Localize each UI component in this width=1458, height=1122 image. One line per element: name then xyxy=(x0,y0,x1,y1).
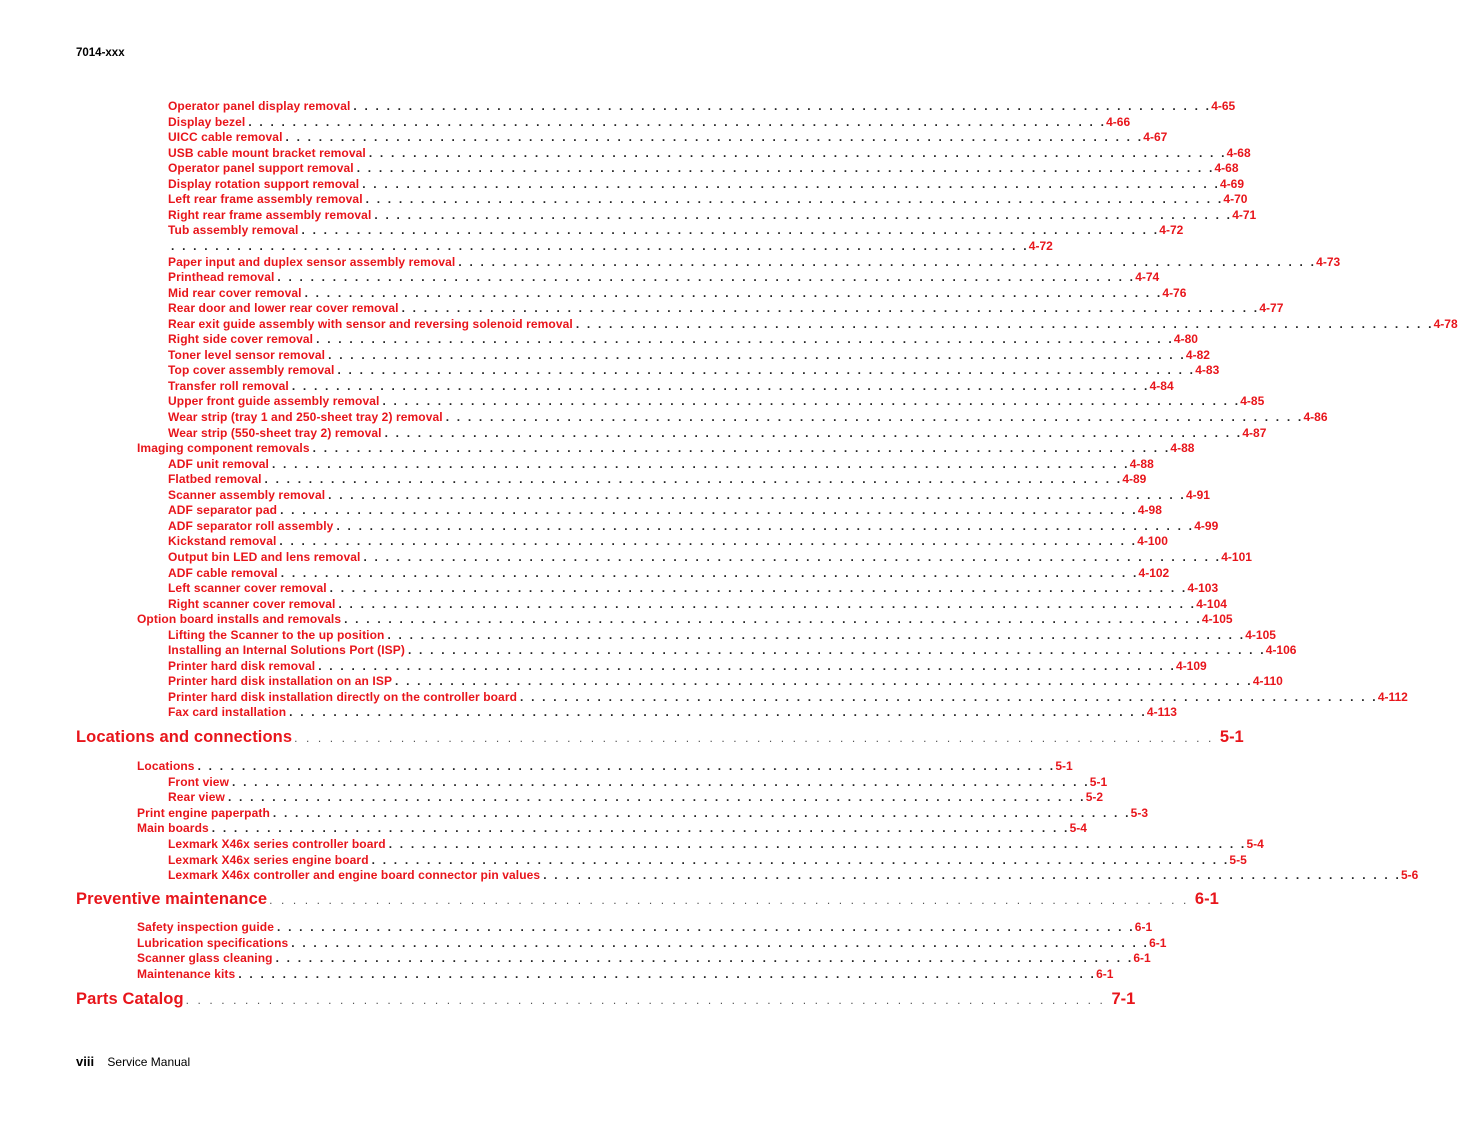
toc-entry-title: Locations xyxy=(137,759,195,773)
toc-entry-page: 4-89 xyxy=(1122,472,1147,487)
toc-dot-leader: . . . . . . . . . . . . . . . . . . . . . . . . . . . . . . . . . . . . . . . . . . . . . . . . . . . . . . . . . . . . . . . . . . . . . . . . . . . . . . xyxy=(328,487,1186,502)
toc-entry-page: 5-5 xyxy=(1229,852,1247,867)
toc-entry[interactable] xyxy=(168,837,1264,853)
toc-dot-leader: . . . . . . . . . . . . . . . . . . . . . . . . . . . . . . . . . . . . . . . . . . . . . . . . . . . . . . . . . . . . . . . . . . . . . . . . . . . . . . xyxy=(575,316,1434,331)
toc-entry-page: 4-72 xyxy=(1028,238,1053,253)
toc-entry-page: 4-82 xyxy=(1185,347,1210,362)
toc-entry[interactable] xyxy=(168,270,1160,286)
toc-entry-page: 4-109 xyxy=(1176,658,1207,673)
toc-dot-leader: . . . . . . . . . . . . . . . . . . . . . . . . . . . . . . . . . . . . . . . . . . . . . . . . . . . . . . . . . . . . . . . . . . . . . . . . . . . . . . xyxy=(275,951,1134,965)
toc-entry-title: ADF separator roll assembly xyxy=(168,518,334,533)
toc-entry-page: 4-106 xyxy=(1265,643,1297,658)
toc-entry[interactable] xyxy=(168,145,1251,162)
toc-entry-page: 4-105 xyxy=(1201,612,1233,627)
toc-entry[interactable] xyxy=(137,935,1167,952)
toc-entry-page: 4-101 xyxy=(1221,549,1252,564)
toc-entry-page: 4-100 xyxy=(1137,534,1168,549)
toc-entry-page: 4-88 xyxy=(1170,441,1195,456)
toc-entry[interactable] xyxy=(137,966,1114,983)
toc-entry[interactable] xyxy=(168,114,1131,131)
toc-entry-title: Mid rear cover removal xyxy=(168,285,302,300)
toc-dot-leader: . . . . . . . . . . . . . . . . . . . . . . . . . . . . . . . . . . . . . . . . . . . . . . . . . . . . . . . . . . . . . . . . . . . . . . . . . . . . . . xyxy=(277,270,1136,285)
toc-dot-leader: . . . . . . . . . . . . . . . . . . . . . . . . . . . . . . . . . . . . . . . . . . . . . . . . . . . . . . . . . . . . . . . . . . . . . . . . . . . . . . xyxy=(285,130,1144,145)
toc-dot-leader: . . . . . . . . . . . . . . . . . . . . . . . . . . . . . . . . . . . . . . . . . . . . . . . . . . . . . . . . . . . . . . . . . . . . . . . . . . . . . . xyxy=(227,790,1086,805)
toc-entry-page: 4-68 xyxy=(1226,145,1251,160)
toc-entry-page: 4-98 xyxy=(1137,503,1162,518)
footer-manual-title: Service Manual xyxy=(107,1055,191,1069)
toc-dot-leader: . . . . . . . . . . . . . . . . . . . . . . . . . . . . . . . . . . . . . . . . . . . . . . . . . . . . . . . . . . . . . . . . . . . . . . . . . . . . . . xyxy=(301,223,1160,238)
toc-entry-title: Scanner assembly removal xyxy=(168,487,326,502)
toc-dot-leader: . . . . . . . . . . . . . . . . . . . . . . . . . . . . . . . . . . . . . . . . . . . . . . . . . . . . . . . . . . . . . . . . . . . . . . . . . . . . . . xyxy=(271,456,1130,471)
toc-entry[interactable] xyxy=(137,920,1153,936)
toc-entry-title: Transfer roll removal xyxy=(168,378,289,393)
toc-entry-page: 4-76 xyxy=(1162,285,1187,300)
toc-entry[interactable] xyxy=(168,332,1198,348)
toc-entry-title: Rear door and lower rear cover removal xyxy=(168,301,399,316)
toc-entry[interactable] xyxy=(168,487,1210,504)
toc-entry-title: Right scanner cover removal xyxy=(168,596,336,611)
toc-entry[interactable] xyxy=(137,612,1233,628)
toc-entry[interactable] xyxy=(168,643,1297,659)
toc-entry-title: Paper input and duplex sensor assembly removal xyxy=(168,254,456,269)
toc-entry[interactable] xyxy=(168,472,1147,488)
toc-entry-title: Left rear frame assembly removal xyxy=(168,192,363,207)
toc-entry-page: 7-1 xyxy=(1111,990,1136,1008)
toc-entry[interactable] xyxy=(168,176,1245,193)
toc-dot-leader: . . . . . . . . . . . . . . . . . . . . . . . . . . . . . . . . . . . . . . . . . . . . . . . . . . . . . . . . . . . . . . . . . . . . . . . . . . . . . . xyxy=(279,534,1138,549)
toc-entry-page: 4-67 xyxy=(1143,130,1168,145)
toc-entry-title: Preventive maintenance xyxy=(76,890,268,908)
toc-chapter-entry[interactable] xyxy=(76,890,1219,914)
toc-entry-title: Print engine paperpath xyxy=(137,805,270,820)
toc-dot-leader: . . . . . . . . . . . . . . . . . . . . . . . . . . . . . . . . . . . . . . . . . . . . . . . . . . . . . . . . . . . . . . . . . . . . . . . . . . . . . . xyxy=(520,689,1378,704)
toc-entry-title: ADF unit removal xyxy=(168,456,269,471)
toc-entry-title: Tub assembly removal xyxy=(168,223,299,238)
toc-entry[interactable] xyxy=(168,790,1104,806)
toc-entry-title: ADF cable removal xyxy=(168,565,278,580)
toc-entry-title: Locations and connections xyxy=(76,728,293,746)
toc-entry-page: 4-91 xyxy=(1185,487,1210,502)
toc-dot-leader: . . . . . . . . . . . . . . . . . . . . . . . . . . . . . . . . . . . . . . . . . . . . . . . . . . . . . . . . . . . . . . . . . . . . . . . . . . . . . . xyxy=(238,966,1097,981)
toc-entry-page: 4-103 xyxy=(1187,581,1219,596)
toc-entry[interactable] xyxy=(168,565,1170,582)
toc-dot-leader: . . . . . . . . . . . . . . . . . . . . . . . . . . . . . . . . . . . . . . . . . . . . . . . . . . . . . . . . . . . . . . . . . . . . . . . . . . . . . . xyxy=(344,612,1202,627)
toc-entry[interactable] xyxy=(168,456,1154,473)
toc-entry-title: Toner level sensor removal xyxy=(168,347,326,362)
toc-entry[interactable] xyxy=(168,425,1267,442)
toc-entry[interactable] xyxy=(168,549,1252,566)
toc-entry-page: 4-99 xyxy=(1194,518,1219,533)
toc-entry-page: 4-83 xyxy=(1195,363,1220,378)
toc-entry[interactable] xyxy=(168,223,1184,239)
toc-entry[interactable] xyxy=(168,285,1187,302)
toc-entry[interactable] xyxy=(168,347,1210,364)
toc-entry[interactable] xyxy=(168,378,1174,395)
toc-entry[interactable] xyxy=(168,627,1276,644)
toc-chapter-entry[interactable] xyxy=(76,728,1244,752)
toc-entry-title: Output bin LED and lens removal xyxy=(168,549,361,564)
toc-entry-page: 4-72 xyxy=(1159,223,1184,238)
toc-entry-page: 5-1 xyxy=(1089,774,1108,789)
toc-dot-leader: . . . . . . . . . . . . . . . . . . . . . . . . . . . . . . . . . . . . . . . . . . . . . . . . . . . . . . . . . . . . . . . . . . . . . . . . . . . . . . xyxy=(368,145,1227,160)
toc-dot-leader: . . . . . . . . . . . . . . . . . . . . . . . . . . . . . . . . . . . . . . . . . . . . . . . . . . . . . . . . . . . . . . . . . . . . . . . . . . . . . . xyxy=(338,596,1197,611)
toc-entry-page: 6-1 xyxy=(1149,935,1167,950)
toc-entry[interactable] xyxy=(137,951,1151,967)
toc-dot-leader: . . . . . . . . . . . . . . . . . . . . . . . . . . . . . . . . . . . . . . . . . . . . . . . . . . . . . . . . . . . . . . . . . . . . . . . . . . . . . . xyxy=(384,425,1243,440)
toc-entry[interactable] xyxy=(168,301,1284,317)
toc-dot-leader: . . . . . . . . . . . . . . . . . . . . . . . . . . . . . . . . . . . . . . . . . . . . . . . . . . . . . . . . . . . . . . . . . . . . . . . . . . . . . . xyxy=(211,821,1070,836)
toc-entry-title: Rear view xyxy=(168,790,225,805)
toc-dot-leader: . . . . . . . . . . . . . . . . . . . . . . . . . . . . . . . . . . . . . . . . . . . . . . . . . . . . . . . . . . . . . . . . . . . . . . . . . . . . . . xyxy=(329,581,1188,596)
toc-entry-title: Maintenance kits xyxy=(137,966,236,981)
toc-dot-leader: . . . . . . . . . . . . . . . . . . . . . . . . . . . . . . . . . . . . . . . . . . . . . . . . . . . . . . . . . . . . . . . . . . . . . . . . . . . . . . xyxy=(185,993,1106,1007)
toc-dot-leader: . . . . . . . . . . . . . . . . . . . . . . . . . . . . . . . . . . . . . . . . . . . . . . . . . . . . . . . . . . . . . . . . . . . . . . . . . . . . . . xyxy=(382,394,1241,409)
toc-entry-title: Option board installs and removals xyxy=(137,612,342,627)
toc-entry-page: 4-110 xyxy=(1252,674,1283,689)
footer-page-number: viii xyxy=(76,1054,95,1069)
toc-dot-leader: . . . . . . . . . . . . . . . . . . . . . . . . . . . . . . . . . . . . . . . . . . . . . . . . . . . . . . . . . . . . . . . . . . . . . . . . . . . . . . xyxy=(395,674,1253,689)
toc-dot-leader: . . . . . . . . . . . . . . . . . . . . . . . . . . . . . . . . . . . . . . . . . . . . . . . . . . . . . . . . . . . . . . . . . . . . . . . . . . . . . . xyxy=(272,805,1131,820)
toc-entry-page: 4-73 xyxy=(1316,254,1341,269)
toc-entry-page: 4-84 xyxy=(1149,378,1174,393)
toc-entry-page: 4-78 xyxy=(1433,316,1458,331)
toc-entry-title: Parts Catalog xyxy=(76,990,184,1008)
toc-entry-title: ADF separator pad xyxy=(168,503,278,518)
toc-entry[interactable] xyxy=(168,410,1328,426)
toc-entry-title: Lexmark X46x series controller board xyxy=(168,837,386,851)
toc-entry-page: 5-1 xyxy=(1055,759,1073,773)
toc-entry-title: Right side cover removal xyxy=(168,332,314,347)
toc-entry[interactable] xyxy=(168,658,1207,675)
toc-dot-leader: . . . . . . . . . . . . . . . . . . . . . . . . . . . . . . . . . . . . . . . . . . . . . . . . . . . . . . . . . . . . . . . . . . . . . . . . . . . . . . xyxy=(407,643,1266,658)
toc-entry[interactable] xyxy=(168,868,1419,884)
toc-entry-title: UICC cable removal xyxy=(168,130,283,145)
toc-dot-leader: . . . . . . . . . . . . . . . . . . . . . . . . . . . . . . . . . . . . . . . . . . . . . . . . . . . . . . . . . . . . . . . . . . . . . . . . . . . . . . xyxy=(365,192,1224,207)
toc-entry[interactable] xyxy=(168,130,1168,146)
toc-dot-leader: . . . . . . . . . . . . . . . . . . . . . . . . . . . . . . . . . . . . . . . . . . . . . . . . . . . . . . . . . . . . . . . . . . . . . . . . . . . . . . xyxy=(232,774,1090,789)
toc-entry[interactable] xyxy=(137,759,1073,775)
toc-entry-page: 4-68 xyxy=(1214,161,1239,176)
toc-entry[interactable] xyxy=(168,207,1257,224)
page-footer xyxy=(76,1054,190,1069)
toc-entry-page: 5-4 xyxy=(1246,837,1264,851)
toc-entry-title: Operator panel display removal xyxy=(168,99,351,113)
toc-entry-title: Main boards xyxy=(137,821,209,836)
toc-dot-leader: . . . . . . . . . . . . . . . . . . . . . . . . . . . . . . . . . . . . . . . . . . . . . . . . . . . . . . . . . . . . . . . . . . . . . . . . . . . . . . xyxy=(356,161,1215,176)
toc-entry-page: 4-77 xyxy=(1259,301,1284,316)
toc-entry[interactable] xyxy=(168,674,1283,690)
toc-entry-title: Rear exit guide assembly with sensor and reversing solenoid removal xyxy=(168,316,573,331)
toc-entry[interactable] xyxy=(168,161,1239,177)
toc-dot-leader: . . . . . . . . . . . . . . . . . . . . . . . . . . . . . . . . . . . . . . . . . . . . . . . . . . . . . . . . . . . . . . . . . . . . . . . . . . . . . . xyxy=(374,207,1233,222)
toc-entry[interactable] xyxy=(168,503,1162,519)
toc-dot-leader: . . . . . . . . . . . . . . . . . . . . . . . . . . . . . . . . . . . . . . . . . . . . . . . . . . . . . . . . . . . . . . . . . . . . . . . . . . . . . . xyxy=(269,893,1189,907)
toc-entry[interactable] xyxy=(168,394,1265,410)
toc-entry-page: 4-104 xyxy=(1196,596,1227,611)
toc-dot-leader: . . . . . . . . . . . . . . . . . . . . . . . . . . . . . . . . . . . . . . . . . . . . . . . . . . . . . . . . . . . . . . . . . . . . . . . . . . . . . . xyxy=(318,658,1177,673)
toc-entry-title: Front view xyxy=(168,774,230,789)
toc-entry[interactable] xyxy=(168,316,1458,333)
toc-dot-leader: . . . . . . . . . . . . . . . . . . . . . . . . . . . . . . . . . . . . . . . . . . . . . . . . . . . . . . . . . . . . . . . . . . . . . . . . . . . . . . xyxy=(280,503,1138,518)
toc-entry-page: 5-3 xyxy=(1130,805,1149,820)
toc-entry[interactable] xyxy=(168,705,1177,721)
toc-entry[interactable] xyxy=(168,774,1108,791)
toc-dot-leader: . . . . . . . . . . . . . . . . . . . . . . . . . . . . . . . . . . . . . . . . . . . . . . . . . . . . . . . . . . . . . . . . . . . . . . . . . . . . . . xyxy=(277,920,1135,934)
document-code: 7014-xxx xyxy=(76,47,125,59)
toc-entry-page: 4-69 xyxy=(1220,176,1245,191)
toc-dot-leader: . . . . . . . . . . . . . . . . . . . . . . . . . . . . . . . . . . . . . . . . . . . . . . . . . . . . . . . . . . . . . . . . . . . . . . . . . . . . . . xyxy=(337,363,1196,378)
toc-entry-title: Lexmark X46x controller and engine board connector pin values xyxy=(168,868,541,883)
toc-entry-title: Fax card installation xyxy=(168,705,287,720)
toc-dot-leader: . . . . . . . . . . . . . . . . . . . . . . . . . . . . . . . . . . . . . . . . . . . . . . . . . . . . . . . . . . . . . . . . . . . . . . . . . . . . . . xyxy=(304,285,1163,300)
toc-dot-leader: . . . . . . . . . . . . . . . . . . . . . . . . . . . . . . . . . . . . . . . . . . . . . . . . . . . . . . . . . . . . . . . . . . . . . . . . . . . . . . xyxy=(280,565,1139,580)
toc-entry-title: Installing an Internal Solutions Port (ISP) xyxy=(168,643,405,658)
toc-entry[interactable] xyxy=(168,192,1248,208)
toc-entry-title: Lifting the Scanner to the up position xyxy=(168,627,385,642)
toc-entry-page: 5-4 xyxy=(1069,821,1087,836)
toc-chapter-entry[interactable] xyxy=(76,990,1136,1014)
toc-entry-title: Wear strip (tray 1 and 250-sheet tray 2) removal xyxy=(168,410,443,424)
toc-entry-title: Printer hard disk installation directly on the controller board xyxy=(168,689,518,704)
toc-entry-page: 4-80 xyxy=(1173,332,1198,347)
toc-dot-leader: . . . . . . . . . . . . . . . . . . . . . . . . . . . . . . . . . . . . . . . . . . . . . . . . . . . . . . . . . . . . . . . . . . . . . . . . . . . . . . xyxy=(171,238,1029,253)
toc-entry-title: Printer hard disk removal xyxy=(168,658,316,673)
toc-entry-title: Wear strip (550-sheet tray 2) removal xyxy=(168,425,382,440)
toc-entry-title: Right rear frame assembly removal xyxy=(168,207,372,222)
toc-entry[interactable] xyxy=(168,363,1220,379)
toc-entry-page: 6-1 xyxy=(1194,890,1219,908)
toc-dot-leader: . . . . . . . . . . . . . . . . . . . . . . . . . . . . . . . . . . . . . . . . . . . . . . . . . . . . . . . . . . . . . . . . . . . . . . . . . . . . . . xyxy=(264,472,1123,487)
toc-dot-leader: . . . . . . . . . . . . . . . . . . . . . . . . . . . . . . . . . . . . . . . . . . . . . . . . . . . . . . . . . . . . . . . . . . . . . . . . . . . . . . xyxy=(362,176,1221,191)
toc-dot-leader: . . . . . . . . . . . . . . . . . . . . . . . . . . . . . . . . . . . . . . . . . . . . . . . . . . . . . . . . . . . . . . . . . . . . . . . . . . . . . . xyxy=(316,332,1174,347)
toc-entry-title: Safety inspection guide xyxy=(137,920,274,934)
toc-entry[interactable] xyxy=(137,805,1149,822)
toc-entry-page: 4-87 xyxy=(1242,425,1267,440)
toc-entry-title: Display bezel xyxy=(168,114,246,129)
toc-entry[interactable] xyxy=(137,441,1195,457)
toc-entry-title: Upper front guide assembly removal xyxy=(168,394,380,409)
toc-entry-title: Flatbed removal xyxy=(168,472,262,487)
toc-entry-page: 4-113 xyxy=(1146,705,1177,720)
toc-dot-leader: . . . . . . . . . . . . . . . . . . . . . . . . . . . . . . . . . . . . . . . . . . . . . . . . . . . . . . . . . . . . . . . . . . . . . . . . . . . . . . xyxy=(291,378,1150,393)
toc-entry-page: 4-66 xyxy=(1106,114,1131,129)
toc-dot-leader: . . . . . . . . . . . . . . . . . . . . . . . . . . . . . . . . . . . . . . . . . . . . . . . . . . . . . . . . . . . . . . . . . . . . . . . . . . . . . . xyxy=(387,627,1246,642)
toc-entry-title: Lubrication specifications xyxy=(137,935,289,950)
toc-entry[interactable] xyxy=(168,238,1053,255)
toc-dot-leader: . . . . . . . . . . . . . . . . . . . . . . . . . . . . . . . . . . . . . . . . . . . . . . . . . . . . . . . . . . . . . . . . . . . . . . . . . . . . . . xyxy=(289,705,1147,720)
toc-entry-page: 5-6 xyxy=(1401,868,1419,883)
toc-dot-leader: . . . . . . . . . . . . . . . . . . . . . . . . . . . . . . . . . . . . . . . . . . . . . . . . . . . . . . . . . . . . . . . . . . . . . . . . . . . . . . xyxy=(543,868,1401,883)
toc-entry-title: Scanner glass cleaning xyxy=(137,951,273,965)
toc-entry-page: 6-1 xyxy=(1134,920,1153,934)
toc-entry[interactable] xyxy=(168,581,1219,597)
toc-entry-title: Display rotation support removal xyxy=(168,176,360,191)
toc-entry-page: 6-1 xyxy=(1096,966,1114,981)
toc-entry-title: Top cover assembly removal xyxy=(168,363,335,378)
toc-entry[interactable] xyxy=(168,596,1227,613)
toc-dot-leader: . . . . . . . . . . . . . . . . . . . . . . . . . . . . . . . . . . . . . . . . . . . . . . . . . . . . . . . . . . . . . . . . . . . . . . . . . . . . . . xyxy=(294,731,1214,745)
toc-entry-page: 4-74 xyxy=(1135,270,1160,285)
toc-dot-leader: . . . . . . . . . . . . . . . . . . . . . . . . . . . . . . . . . . . . . . . . . . . . . . . . . . . . . . . . . . . . . . . . . . . . . . . . . . . . . . xyxy=(401,301,1260,316)
toc-entry[interactable] xyxy=(137,821,1087,837)
toc-dot-leader: . . . . . . . . . . . . . . . . . . . . . . . . . . . . . . . . . . . . . . . . . . . . . . . . . . . . . . . . . . . . . . . . . . . . . . . . . . . . . . xyxy=(336,518,1195,533)
toc-entry-page: 6-1 xyxy=(1133,951,1151,965)
toc-dot-leader: . . . . . . . . . . . . . . . . . . . . . . . . . . . . . . . . . . . . . . . . . . . . . . . . . . . . . . . . . . . . . . . . . . . . . . . . . . . . . . xyxy=(388,837,1247,851)
toc-dot-leader: . . . . . . . . . . . . . . . . . . . . . . . . . . . . . . . . . . . . . . . . . . . . . . . . . . . . . . . . . . . . . . . . . . . . . . . . . . . . . . xyxy=(445,410,1304,424)
toc-dot-leader: . . . . . . . . . . . . . . . . . . . . . . . . . . . . . . . . . . . . . . . . . . . . . . . . . . . . . . . . . . . . . . . . . . . . . . . . . . . . . . xyxy=(328,347,1186,362)
toc-entry-page: 4-105 xyxy=(1245,627,1276,642)
toc-entry-title: USB cable mount bracket removal xyxy=(168,145,366,160)
toc-entry-page: 5-2 xyxy=(1085,790,1104,805)
toc-dot-leader: . . . . . . . . . . . . . . . . . . . . . . . . . . . . . . . . . . . . . . . . . . . . . . . . . . . . . . . . . . . . . . . . . . . . . . . . . . . . . . xyxy=(248,114,1107,129)
toc-entry-page: 4-85 xyxy=(1240,394,1265,409)
toc-entry-title: Printer hard disk installation on an ISP xyxy=(168,674,393,689)
toc-entry-title: Printhead removal xyxy=(168,270,275,285)
toc-entry[interactable] xyxy=(168,254,1341,271)
toc-dot-leader: . . . . . . . . . . . . . . . . . . . . . . . . . . . . . . . . . . . . . . . . . . . . . . . . . . . . . . . . . . . . . . . . . . . . . . . . . . . . . . xyxy=(312,441,1171,456)
toc-entry-title: Lexmark X46x series engine board xyxy=(168,852,369,867)
toc-entry-page: 4-65 xyxy=(1211,99,1236,113)
toc-entry-title: Left scanner cover removal xyxy=(168,581,327,596)
toc-entry[interactable] xyxy=(168,99,1236,115)
toc-dot-leader: . . . . . . . . . . . . . . . . . . . . . . . . . . . . . . . . . . . . . . . . . . . . . . . . . . . . . . . . . . . . . . . . . . . . . . . . . . . . . . xyxy=(353,99,1212,113)
toc-entry-page: 4-70 xyxy=(1223,192,1248,207)
toc-entry-title: Operator panel support removal xyxy=(168,161,354,176)
toc-entry-page: 4-71 xyxy=(1232,207,1257,222)
toc-entry-page: 4-102 xyxy=(1138,565,1170,580)
toc-dot-leader: . . . . . . . . . . . . . . . . . . . . . . . . . . . . . . . . . . . . . . . . . . . . . . . . . . . . . . . . . . . . . . . . . . . . . . . . . . . . . . xyxy=(458,254,1317,269)
toc-entry[interactable] xyxy=(168,689,1408,706)
toc-entry-page: 4-88 xyxy=(1129,456,1154,471)
toc-entry[interactable] xyxy=(168,852,1247,869)
toc-entry-page: 4-86 xyxy=(1303,410,1328,424)
toc-entry[interactable] xyxy=(168,534,1168,550)
toc-entry-page: 5-1 xyxy=(1219,728,1244,746)
toc-dot-leader: . . . . . . . . . . . . . . . . . . . . . . . . . . . . . . . . . . . . . . . . . . . . . . . . . . . . . . . . . . . . . . . . . . . . . . . . . . . . . . xyxy=(371,852,1230,867)
toc-dot-leader: . . . . . . . . . . . . . . . . . . . . . . . . . . . . . . . . . . . . . . . . . . . . . . . . . . . . . . . . . . . . . . . . . . . . . . . . . . . . . . xyxy=(363,549,1222,564)
toc-dot-leader: . . . . . . . . . . . . . . . . . . . . . . . . . . . . . . . . . . . . . . . . . . . . . . . . . . . . . . . . . . . . . . . . . . . . . . . . . . . . . . xyxy=(291,935,1150,950)
toc-entry-page: 4-112 xyxy=(1377,689,1408,704)
toc-entry[interactable] xyxy=(168,518,1219,535)
toc-entry-title: Imaging component removals xyxy=(137,441,310,456)
toc-entry-title: Kickstand removal xyxy=(168,534,277,549)
toc-dot-leader: . . . . . . . . . . . . . . . . . . . . . . . . . . . . . . . . . . . . . . . . . . . . . . . . . . . . . . . . . . . . . . . . . . . . . . . . . . . . . . xyxy=(197,759,1056,773)
